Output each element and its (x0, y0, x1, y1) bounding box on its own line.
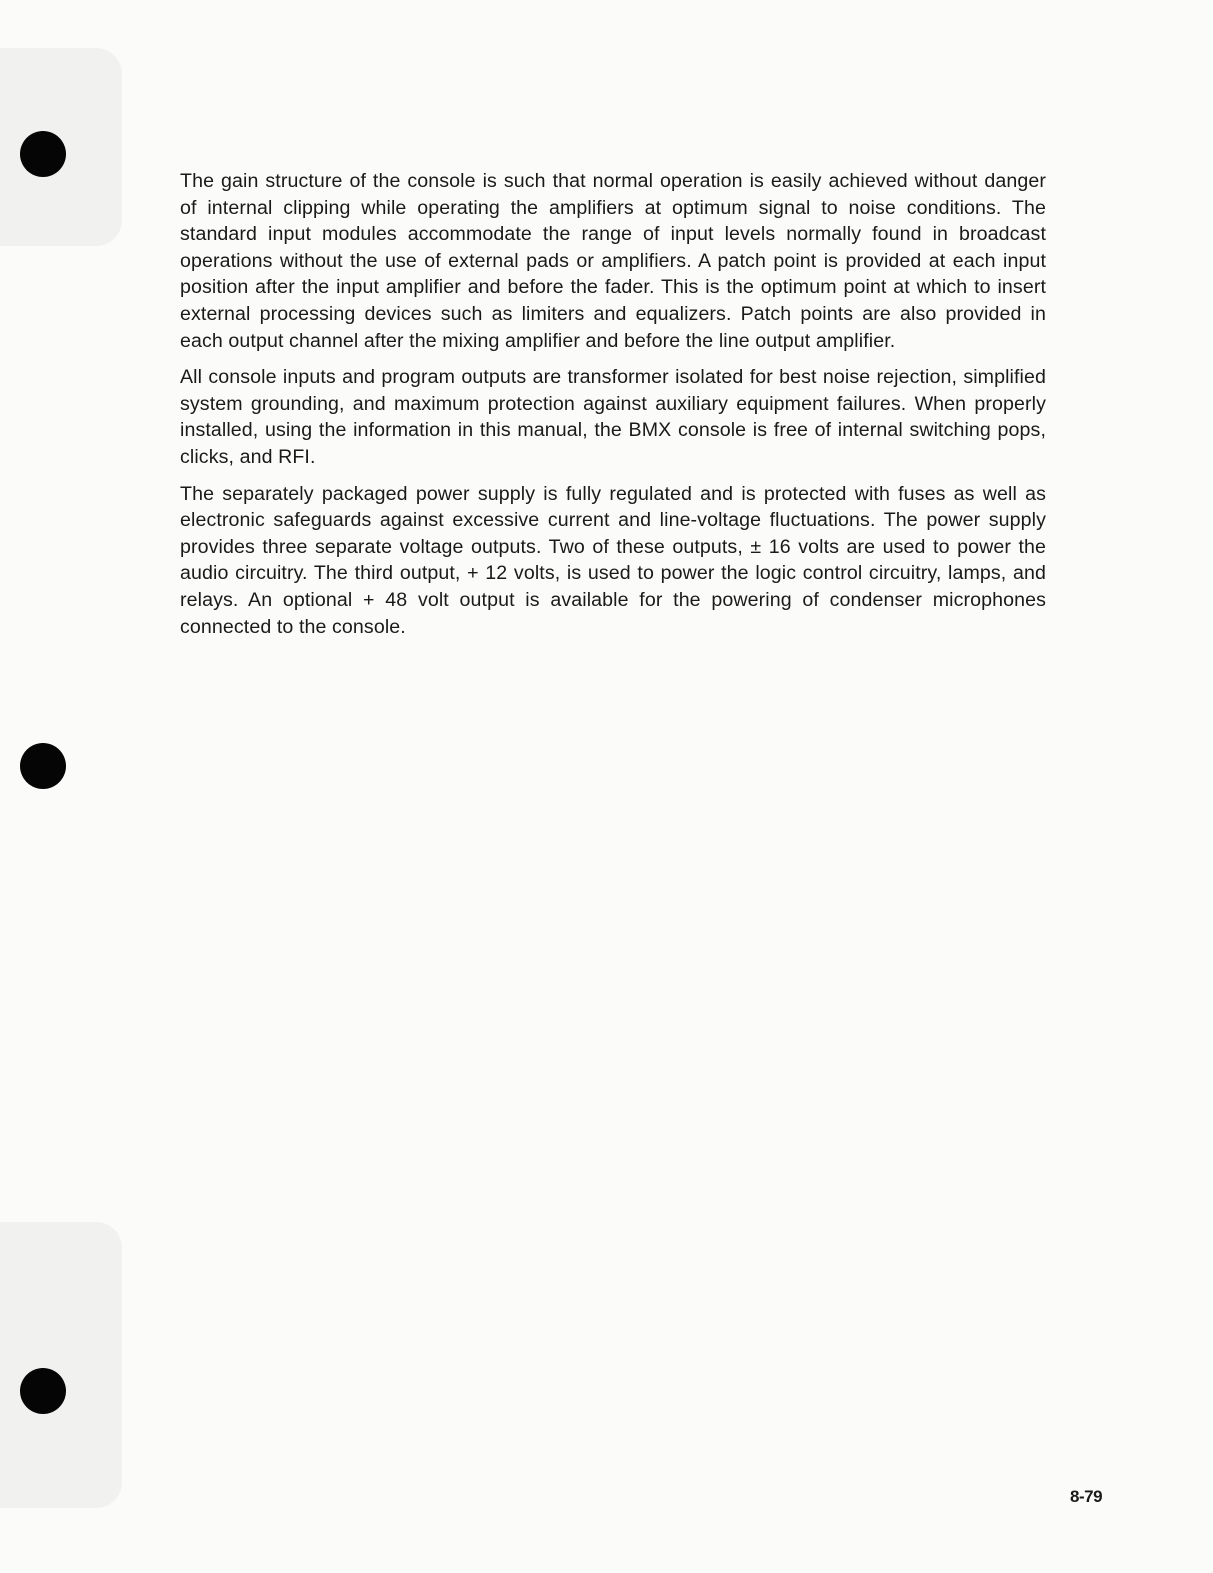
paragraph-transformer-isolation: All console inputs and program outputs are transformer isolated for best noise rejection, simplified system grounding, and maximum protection against auxiliary equipment failures. When properly installed, using the information in this manual, the BMX console is free of internal switching pops, clicks, and RFI. (180, 366, 1046, 468)
punch-hole-top (20, 131, 66, 177)
punch-hole-middle (20, 743, 66, 789)
body-text (180, 168, 1046, 650)
page-number: 8-79 (1070, 1487, 1103, 1506)
binder-tab-bottom (0, 1222, 122, 1508)
paragraph-power-supply: The separately packaged power supply is fully regulated and is protected with fuses as well as electronic safeguards against excessive current and line-voltage fluctuations. The power supply provides three separate voltage outputs. Two of these outputs, ± 16 volts are used to power the audio circuitry. The third output, + 12 volts, is used to power the logic control circuitry, lamps, and relays. An optional + 48 volt output is available for the powering of condenser microphones connected to the console. (180, 482, 1046, 638)
punch-hole-bottom (20, 1368, 66, 1414)
paragraph-gain-structure: The gain structure of the console is such that normal operation is easily achieved without danger of internal clipping while operating the amplifiers at optimum signal to noise conditions. The standard input modules accommodate the range of input levels normally found in broadcast operations without the use of external pads or amplifiers. A patch point is provided at each input position after the input amplifier and before the fader. This is the optimum point at which to insert external processing devices such as limiters and equalizers. Patch points are also provided in each output channel after the mixing amplifier and before the line output amplifier. (180, 170, 1046, 352)
